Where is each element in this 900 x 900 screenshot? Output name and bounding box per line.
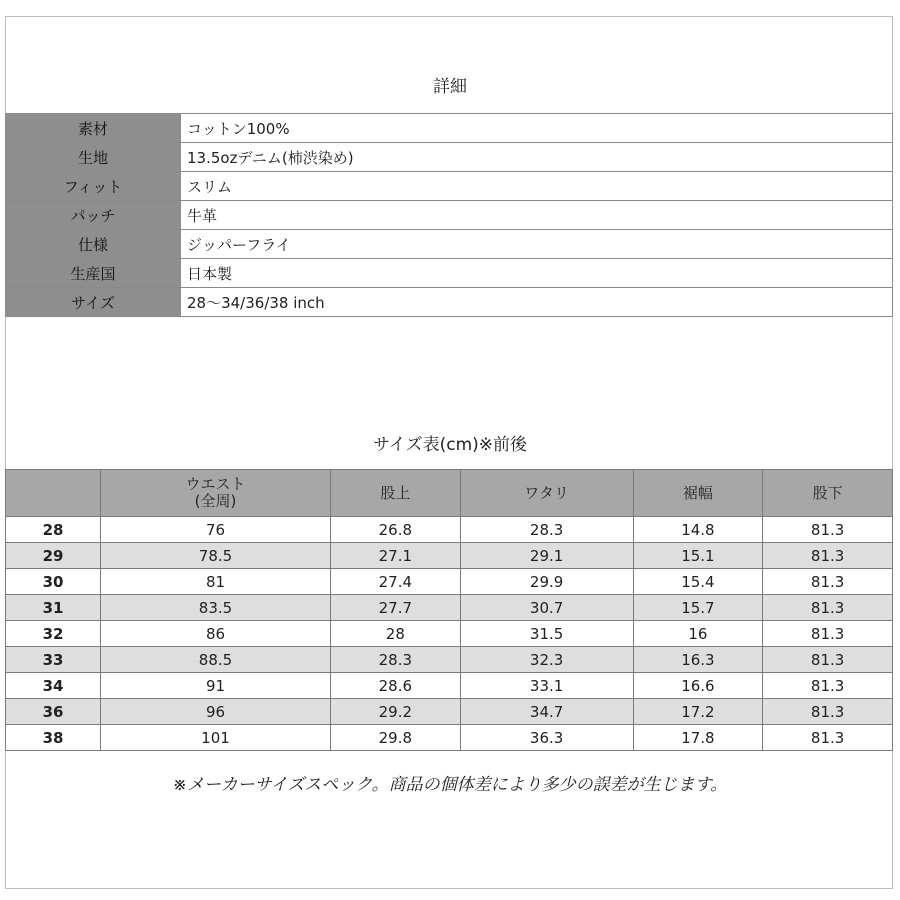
size-cell: 33.1 <box>460 673 633 699</box>
size-cell: 30.7 <box>460 595 633 621</box>
size-cell: 28 <box>331 621 461 647</box>
size-row <box>6 725 893 751</box>
size-cell: 26.8 <box>331 517 461 543</box>
size-cell: 27.1 <box>331 543 461 569</box>
size-label: 32 <box>6 621 101 647</box>
size-cell: 81.3 <box>763 725 893 751</box>
header-waist-line2: (全周) <box>194 492 237 510</box>
size-cell: 28.3 <box>460 517 633 543</box>
size-cell: 29.2 <box>331 699 461 725</box>
size-cell: 81.3 <box>763 647 893 673</box>
size-cell: 81.3 <box>763 595 893 621</box>
details-row <box>6 230 893 259</box>
size-label: 38 <box>6 725 101 751</box>
size-cell: 101 <box>101 725 331 751</box>
size-cell: 81.3 <box>763 673 893 699</box>
size-table-header-row <box>6 470 893 517</box>
header-inseam: 股下 <box>763 470 893 517</box>
size-label: 31 <box>6 595 101 621</box>
details-value: スリム <box>181 172 893 201</box>
size-cell: 76 <box>101 517 331 543</box>
details-row <box>6 172 893 201</box>
size-row <box>6 647 893 673</box>
details-key: 生地 <box>6 143 181 172</box>
size-label: 30 <box>6 569 101 595</box>
size-cell: 28.6 <box>331 673 461 699</box>
size-cell: 16.3 <box>633 647 763 673</box>
size-cell: 88.5 <box>101 647 331 673</box>
size-cell: 81.3 <box>763 517 893 543</box>
size-cell: 81.3 <box>763 569 893 595</box>
details-key: 仕様 <box>6 230 181 259</box>
size-table <box>5 469 893 751</box>
size-label: 34 <box>6 673 101 699</box>
size-cell: 27.7 <box>331 595 461 621</box>
size-cell: 31.5 <box>460 621 633 647</box>
size-row <box>6 569 893 595</box>
size-cell: 16.6 <box>633 673 763 699</box>
size-cell: 29.1 <box>460 543 633 569</box>
size-cell: 86 <box>101 621 331 647</box>
details-value: 28〜34/36/38 inch <box>181 288 893 317</box>
size-label: 33 <box>6 647 101 673</box>
size-cell: 36.3 <box>460 725 633 751</box>
details-row <box>6 143 893 172</box>
details-key: パッチ <box>6 201 181 230</box>
size-row <box>6 621 893 647</box>
size-cell: 29.8 <box>331 725 461 751</box>
size-row <box>6 595 893 621</box>
size-cell: 78.5 <box>101 543 331 569</box>
details-key: フィット <box>6 172 181 201</box>
size-label: 29 <box>6 543 101 569</box>
size-cell: 15.4 <box>633 569 763 595</box>
details-table <box>5 113 893 317</box>
size-cell: 81.3 <box>763 621 893 647</box>
footnote: ※メーカーサイズスペック。商品の個体差により多少の誤差が生じます。 <box>172 775 728 795</box>
details-value: 日本製 <box>181 259 893 288</box>
details-row <box>6 259 893 288</box>
details-value: 牛革 <box>181 201 893 230</box>
size-row <box>6 673 893 699</box>
header-size <box>6 470 101 517</box>
details-key: サイズ <box>6 288 181 317</box>
details-title: 詳細 <box>433 77 467 97</box>
size-cell: 91 <box>101 673 331 699</box>
size-cell: 17.2 <box>633 699 763 725</box>
size-cell: 17.8 <box>633 725 763 751</box>
size-row <box>6 517 893 543</box>
size-table-title: サイズ表(cm)※前後 <box>372 435 528 455</box>
details-value: 13.5ozデニム(柿渋染め) <box>181 143 893 172</box>
size-cell: 81.3 <box>763 543 893 569</box>
size-cell: 83.5 <box>101 595 331 621</box>
details-row <box>6 288 893 317</box>
details-key: 素材 <box>6 114 181 143</box>
size-cell: 15.1 <box>633 543 763 569</box>
size-cell: 28.3 <box>331 647 461 673</box>
header-hem: 裾幅 <box>633 470 763 517</box>
size-cell: 27.4 <box>331 569 461 595</box>
details-value: コットン100% <box>181 114 893 143</box>
size-label: 36 <box>6 699 101 725</box>
size-cell: 29.9 <box>460 569 633 595</box>
details-value: ジッパーフライ <box>181 230 893 259</box>
size-row <box>6 699 893 725</box>
size-cell: 14.8 <box>633 517 763 543</box>
header-thigh: ワタリ <box>460 470 633 517</box>
size-cell: 32.3 <box>460 647 633 673</box>
size-cell: 96 <box>101 699 331 725</box>
details-row <box>6 114 893 143</box>
header-rise: 股上 <box>331 470 461 517</box>
size-row <box>6 543 893 569</box>
header-waist-line1: ウエスト <box>185 475 246 493</box>
header-waist <box>101 470 331 517</box>
size-cell: 34.7 <box>460 699 633 725</box>
size-label: 28 <box>6 517 101 543</box>
size-cell: 81 <box>101 569 331 595</box>
size-cell: 81.3 <box>763 699 893 725</box>
details-row <box>6 201 893 230</box>
details-key: 生産国 <box>6 259 181 288</box>
size-cell: 16 <box>633 621 763 647</box>
size-cell: 15.7 <box>633 595 763 621</box>
